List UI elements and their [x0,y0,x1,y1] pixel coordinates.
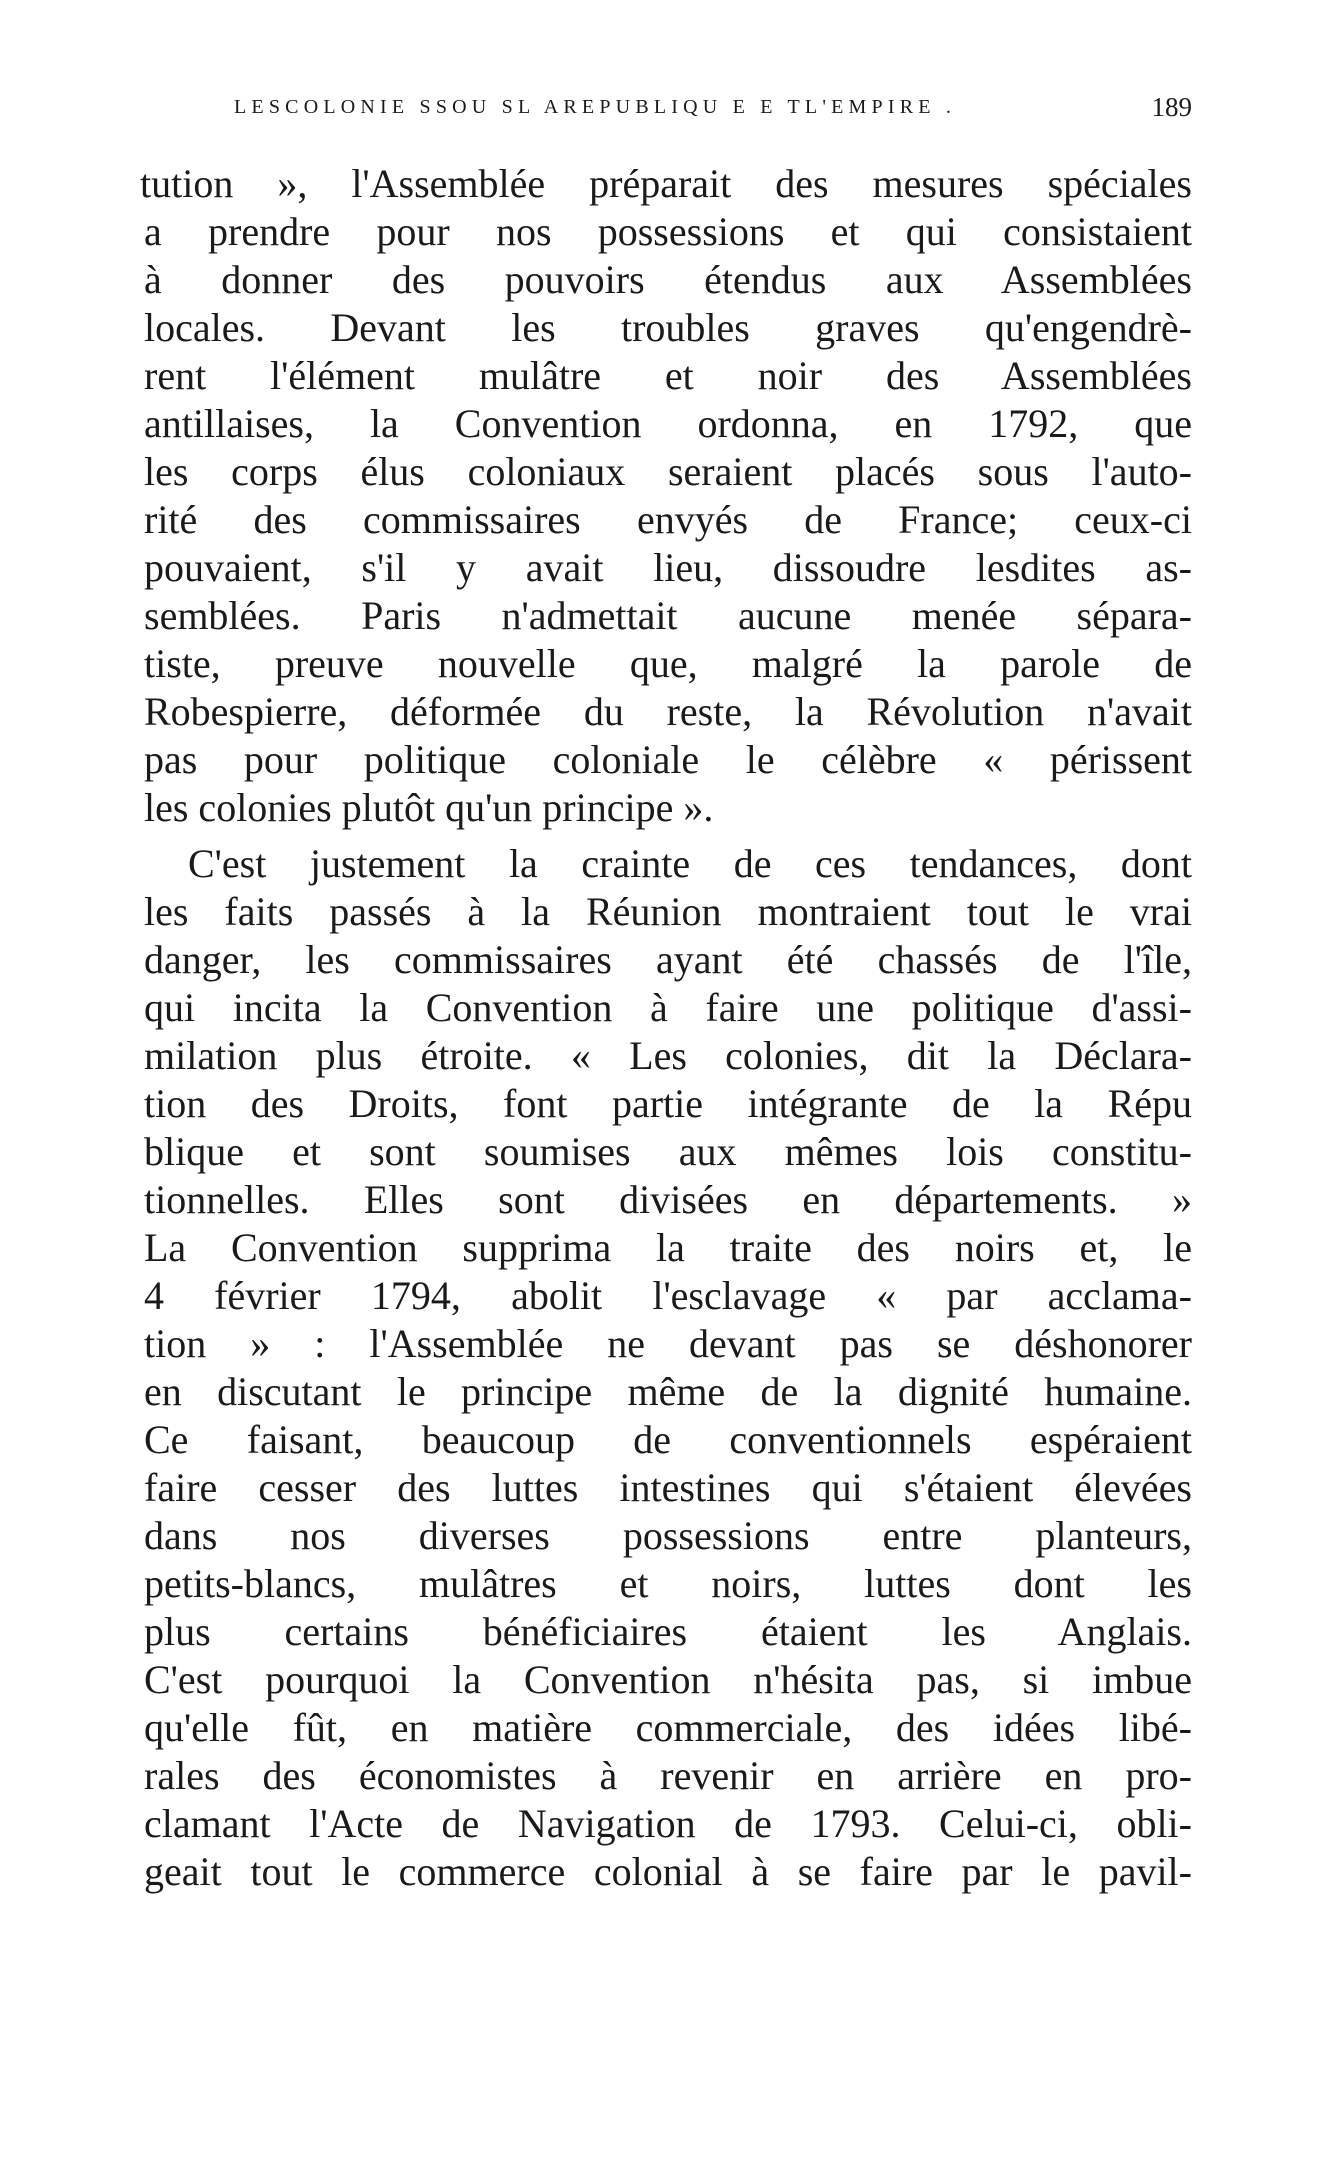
paragraph [140,160,1192,832]
text-line: plus certains bénéficiaires étaient les Anglais. [144,1609,1192,1654]
page-number: 189 [1151,92,1192,122]
text-line: antillaises, la Convention ordonna, en 1792, que [144,401,1192,446]
text-line: faire cesser des luttes intestines qui s'étaient élevées [144,1465,1192,1510]
text-line: les faits passés à la Réunion montraient tout le vrai [144,889,1192,934]
text-line: rales des économistes à revenir en arrière en pro- [144,1753,1192,1798]
text-line: tiste, preuve nouvelle que, malgré la parole de [144,641,1192,686]
text-line: C'est pourquoi la Convention n'hésita pas, si imbue [144,1657,1192,1702]
text-line: milation plus étroite. « Les colonies, dit la Déclara- [144,1033,1192,1078]
text-line: tution », l'Assemblée préparait des mesures spéciales [140,161,1192,206]
text-line: Ce faisant, beaucoup de conventionnels espéraient [144,1417,1192,1462]
body-text [140,160,1192,1896]
text-line: geait tout le commerce colonial à se faire par le pavil- [144,1849,1192,1894]
text-line: pouvaient, s'il y avait lieu, dissoudre lesdites as- [144,545,1192,590]
text-line: petits-blancs, mulâtres et noirs, luttes dont les [144,1561,1192,1606]
text-line: tionnelles. Elles sont divisées en départements. » [144,1177,1192,1222]
text-line: pas pour politique coloniale le célèbre « périssent [144,737,1192,782]
text-line: qu'elle fût, en matière commerciale, des idées libé- [144,1705,1192,1750]
paragraph-gap [140,832,1192,840]
text-line: à donner des pouvoirs étendus aux Assemblées [144,257,1192,302]
running-title: LESCOLONIE SSOU SL AREPUBLIQU E E TL'EMPIRE . [234,96,957,118]
text-line: les colonies plutôt qu'un principe ». [144,785,714,830]
paragraph [140,840,1192,1896]
text-line: clamant l'Acte de Navigation de 1793. Celui-ci, obli- [144,1801,1192,1846]
text-line: danger, les commissaires ayant été chassés de l'île, [144,937,1192,982]
text-line: semblées. Paris n'admettait aucune menée sépara- [144,593,1192,638]
text-line: blique et sont soumises aux mêmes lois constitu- [144,1129,1192,1174]
text-line: tion » : l'Assemblée ne devant pas se déshonorer [144,1321,1192,1366]
text-line: 4 février 1794, abolit l'esclavage « par acclama- [144,1273,1192,1318]
text-line: tion des Droits, font partie intégrante de la Répu [144,1081,1192,1126]
text-line: a prendre pour nos possessions et qui consistaient [144,209,1192,254]
text-line: locales. Devant les troubles graves qu'engendrè- [144,305,1192,350]
text-line: C'est justement la crainte de ces tendances, dont [188,841,1192,886]
text-line: La Convention supprima la traite des noirs et, le [144,1225,1192,1270]
text-line: rité des commissaires envyés de France; ceux-ci [144,497,1192,542]
text-line: qui incita la Convention à faire une politique d'assi- [144,985,1192,1030]
text-line: en discutant le principe même de la dignité humaine. [144,1369,1192,1414]
running-header [234,92,1192,122]
text-line: Robespierre, déformée du reste, la Révolution n'avait [144,689,1192,734]
text-line: dans nos diverses possessions entre planteurs, [144,1513,1192,1558]
text-line: rent l'élément mulâtre et noir des Assemblées [144,353,1192,398]
text-line: les corps élus coloniaux seraient placés sous l'auto- [144,449,1192,494]
